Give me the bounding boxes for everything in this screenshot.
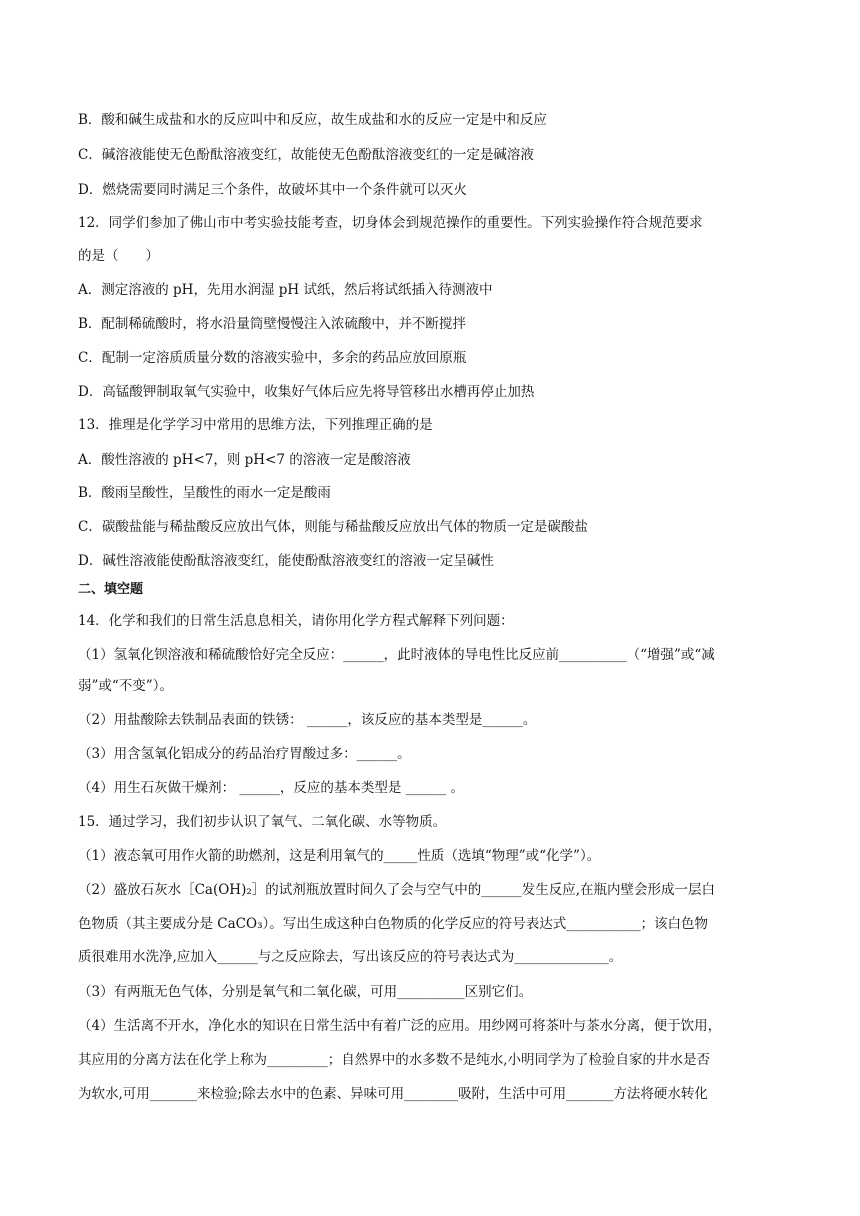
option-a-12: A．测定溶液的 pH，先用水润湿 pH 试纸，然后将试纸插入待测液中	[78, 282, 493, 298]
question-15-part-2-cont-2: 质很难用水洗净,应加入______与之反应除去，写出该反应的符号表达式为______________。	[78, 949, 623, 965]
question-15-part-1: （1）液态氧可用作火箭的助燃剂，这是利用氧气的_____性质（选填“物理”或“化学”）。	[78, 848, 601, 864]
option-c-12: C．配制一定溶质质量分数的溶液实验中，多余的药品应放回原瓶	[78, 350, 467, 366]
question-14-part-1-cont: 弱”或“不变”）。	[78, 678, 173, 694]
question-15-part-2: （2）盛放石灰水［Ca(OH)₂］的试剂瓶放置时间久了会与空气中的______发生反应,在瓶内壁会形成一层白	[78, 882, 716, 898]
question-15-stem: 15．通过学习，我们初步认识了氧气、二氧化碳、水等物质。	[78, 814, 447, 830]
option-a-13: A．酸性溶液的 pH<7，则 pH<7 的溶液一定是酸溶液	[78, 452, 411, 468]
question-14-part-3: （3）用含氢氧化铝成分的药品治疗胃酸过多：______。	[78, 746, 411, 762]
question-12-stem: 12．同学们参加了佛山市中考实验技能考查，切身体会到规范操作的重要性。下列实验操作符合规范要求	[78, 215, 703, 231]
question-14-part-4: （4）用生石灰做干燥剂： ______，反应的基本类型是 ______ 。	[78, 780, 464, 796]
option-c-13: C．碳酸盐能与稀盐酸反应放出气体，则能与稀盐酸反应放出气体的物质一定是碳酸盐	[78, 519, 588, 535]
option-d-13: D．碱性溶液能使酚酞溶液变红，能使酚酞溶液变红的溶液一定呈碱性	[78, 553, 494, 569]
option-b-11: B．酸和碱生成盐和水的反应叫中和反应，故生成盐和水的反应一定是中和反应	[78, 112, 547, 128]
option-d-11: D．燃烧需要同时满足三个条件，故破坏其中一个条件就可以灭火	[78, 182, 467, 198]
option-c-11: C．碱溶液能使无色酚酞溶液变红，故能使无色酚酞溶液变红的一定是碱溶液	[78, 147, 534, 163]
option-b-13: B．酸雨呈酸性，呈酸性的雨水一定是酸雨	[78, 485, 331, 501]
question-13-stem: 13．推理是化学学习中常用的思维方法，下列推理正确的是	[78, 417, 433, 433]
question-14-part-2: （2）用盐酸除去铁制品表面的铁锈： ______，该反应的基本类型是______。	[78, 712, 537, 728]
question-14-stem: 14．化学和我们的日常生活息息相关，请你用化学方程式解释下列问题：	[78, 613, 514, 629]
question-15-part-4: （4）生活离不开水，净化水的知识在日常生活中有着广泛的应用。用纱网可将茶叶与茶水分离，便于饮用，	[78, 1018, 722, 1034]
question-14-part-1: （1）氢氧化钡溶液和稀硫酸恰好完全反应：______，此时液体的导电性比反应前__________（“增强”或“减	[78, 647, 715, 663]
option-b-12: B．配制稀硫酸时，将水沿量筒壁慢慢注入浓硫酸中，并不断搅拌	[78, 316, 466, 332]
question-15-part-3: （3）有两瓶无色气体，分别是氧气和二氧化碳，可用__________区别它们。	[78, 984, 533, 1000]
question-15-part-2-cont-1: 色物质（其主要成分是 CaCO₃）。写出生成这种白色物质的化学反应的符号表达式___________；该白色物	[78, 916, 708, 932]
section-heading-fill-in: 二、填空题	[78, 582, 144, 597]
question-15-part-4-cont-1: 其应用的分离方法在化学上称为_________；自然界中的水多数不是纯水,小明同学为了检验自家的井水是否	[78, 1052, 711, 1068]
option-d-12: D．高锰酸钾制取氧气实验中，收集好气体后应先将导管移出水槽再停止加热	[78, 384, 535, 400]
question-15-part-4-cont-2: 为软水,可用_______来检验;除去水中的色素、异味可用________吸附，生活中可用_______方法将硬水转化	[78, 1086, 708, 1102]
question-12-stem-cont: 的是（ ）	[78, 248, 159, 264]
